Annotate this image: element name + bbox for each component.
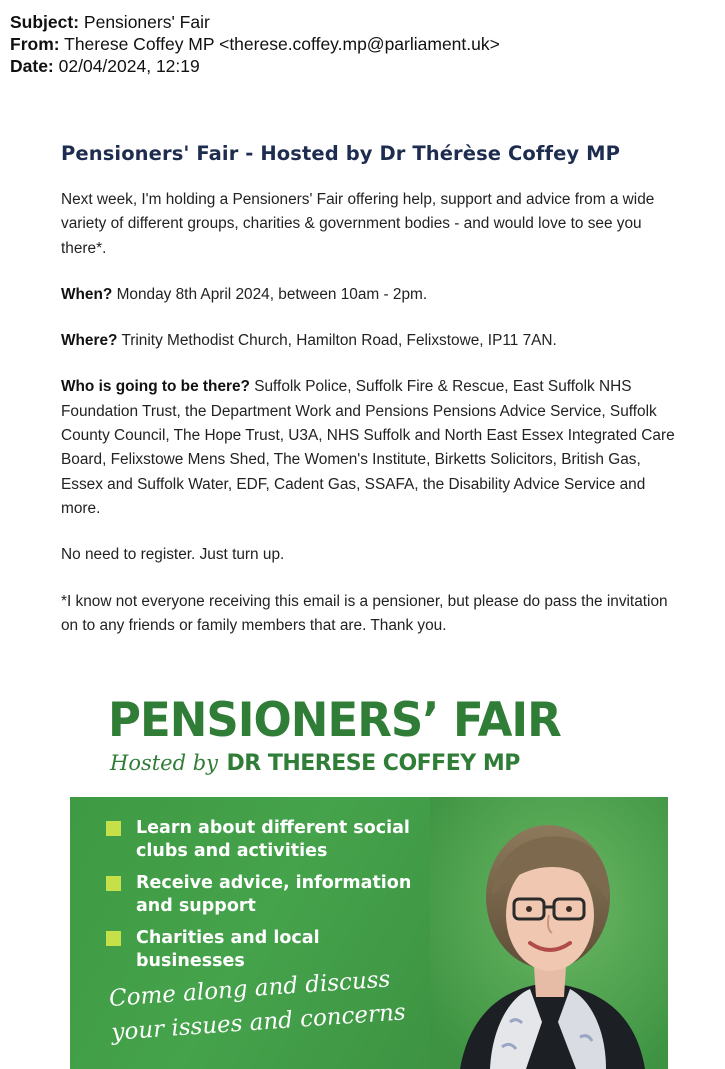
date-value: 02/04/2024, 12:19 [58,56,200,76]
register-paragraph: No need to register. Just turn up. [61,546,285,564]
date-row [10,55,500,77]
bullet-line: and support [136,896,256,916]
bullet-line: Receive advice, information [136,873,412,893]
when-value: Monday 8th April 2024, between 10am - 2pm. [116,285,428,303]
banner-hosted-row [110,751,520,776]
bullet-line: Charities and local businesses [136,928,320,971]
subject-label: Subject: [10,12,80,32]
email-body [61,142,681,638]
who-label: Who is going to be there? [61,378,250,396]
bullet-square-icon [106,931,121,946]
portrait-photo [430,797,668,1069]
where-paragraph [61,329,681,353]
slogan-line: your issues and concerns [110,999,407,1046]
when-label: When? [61,285,113,303]
bullet-square-icon [106,821,121,836]
bullet-line: clubs and activities [136,841,328,861]
banner-title: PENSIONERS’ FAIR [108,692,561,748]
intro-paragraph: Next week, I'm holding a Pensioners' Fair offering help, support and advice from a wide variety of different groups, charities & government bodies - and would love to see you there*. [61,191,655,257]
where-value: Trinity Methodist Church, Hamilton Road, Felixstowe, IP11 7AN. [121,332,557,350]
from-row [10,33,500,55]
bullet-square-icon [106,876,121,891]
from-value[interactable]: Therese Coffey MP <therese.coffey.mp@parliament.uk> [64,34,500,54]
host-name: DR THERESE COFFEY MP [226,751,520,776]
subject-row [10,11,500,33]
fair-banner-image [70,688,668,1069]
banner-bullet-list [106,817,426,982]
date-label: Date: [10,56,54,76]
where-label: Where? [61,332,118,350]
banner-green-panel [70,797,668,1069]
when-paragraph [61,283,681,307]
hosted-by-script: Hosted by [110,751,219,775]
who-paragraph [61,375,681,521]
from-label: From: [10,34,60,54]
email-headers [10,11,500,77]
subject-value: Pensioners' Fair [83,12,210,32]
slogan-line: Come along and discuss [108,966,392,1012]
bullet-item [106,872,426,918]
body-title: Pensioners' Fair - Hosted by Dr Thérèse Coffey MP [61,142,621,165]
portrait-illustration [430,797,668,1069]
who-value: Suffolk Police, Suffolk Fire & Rescue, East Suffolk NHS Foundation Trust, the Department Work and Pensions Pensions Advice Service, Suffolk County Council, The Hope Trust, U3A, NHS Suffolk and North East Essex Integrated Care Board, Felixstowe Mens Shed, The Women's Institute, Birketts Solicitors, British Gas, Essex and Suffolk Water, EDF, Cadent Gas, SSAFA, the Disability Advice Service and more. [61,378,675,517]
bullet-item [106,817,426,863]
footnote-paragraph: *I know not everyone receiving this email is a pensioner, but please do pass the invitation on to any friends or family members that are. Thank you. [61,592,668,634]
bullet-line: Learn about different social [136,818,410,838]
